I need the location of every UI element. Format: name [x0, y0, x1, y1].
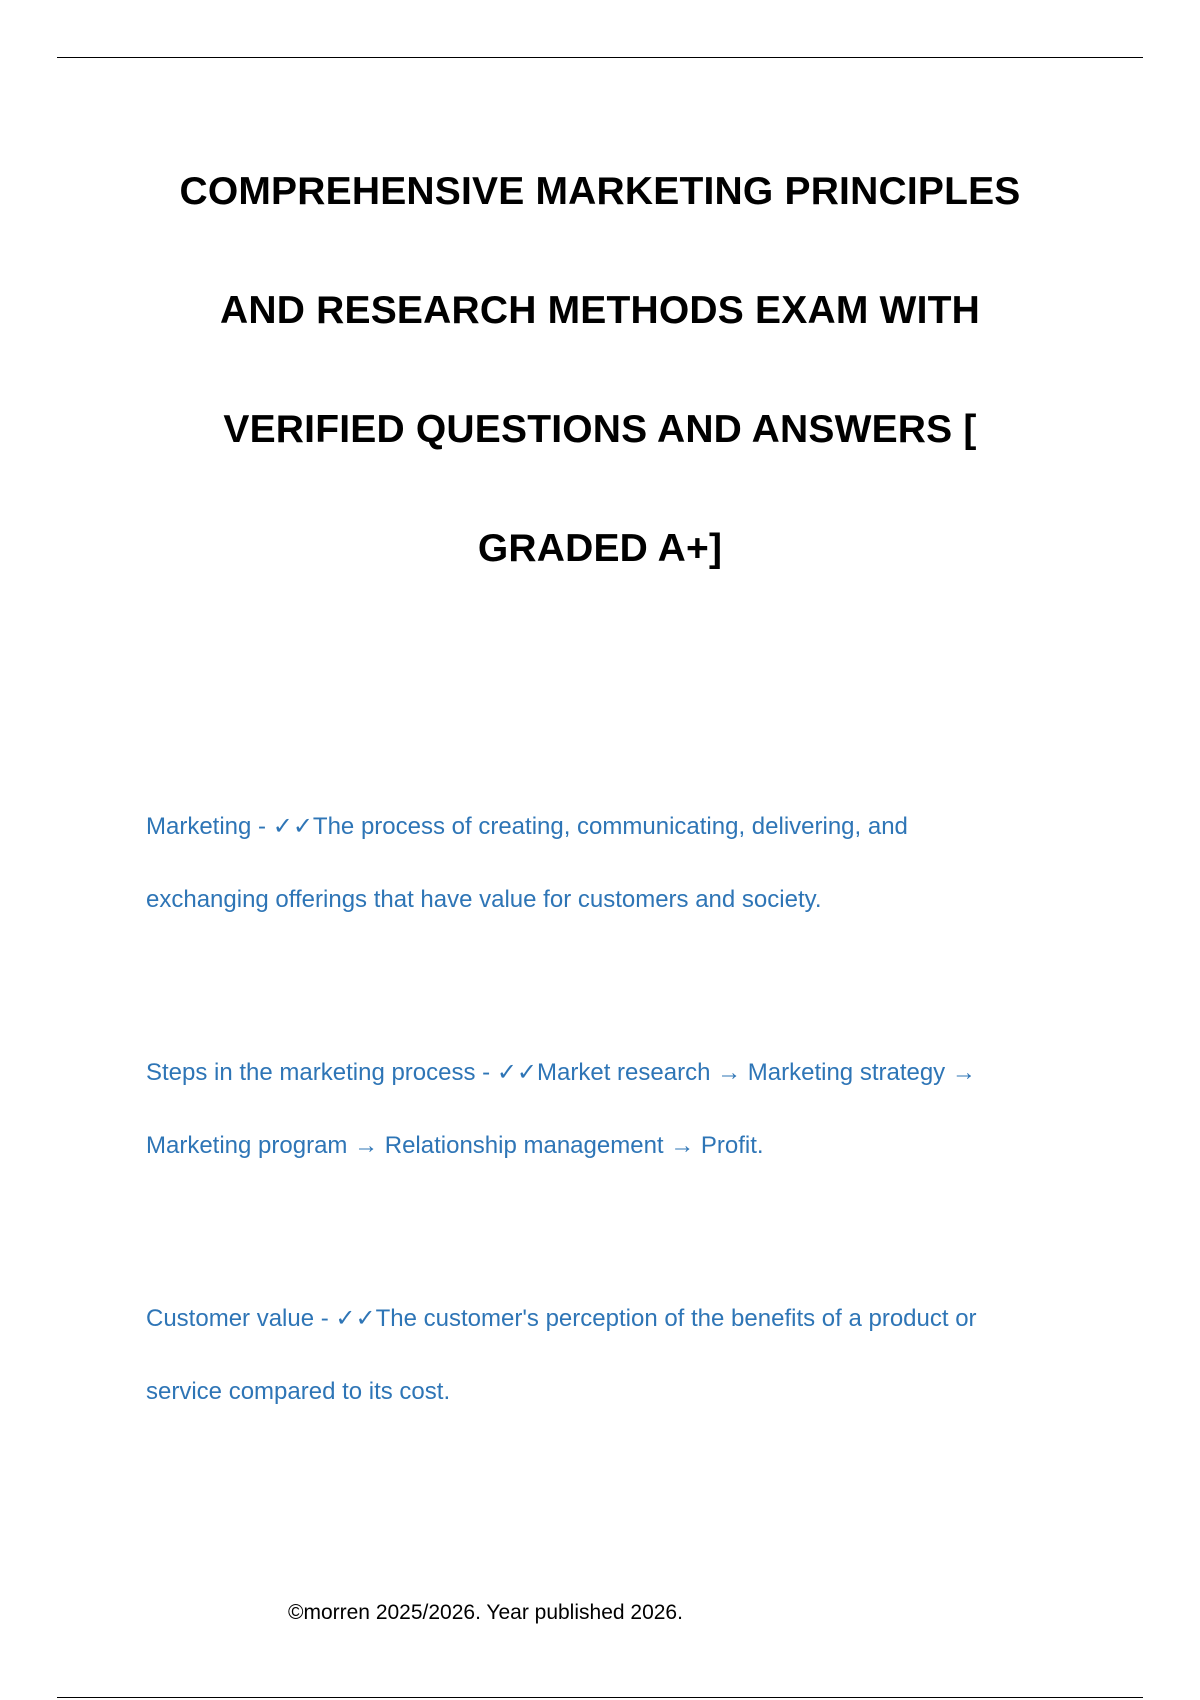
qa-line: Marketing program → Relationship management → Profit.: [146, 1132, 764, 1159]
title-line-3: VERIFIED QUESTIONS AND ANSWERS [: [223, 408, 977, 451]
qa-item-marketing: [146, 790, 1066, 936]
top-rule: [57, 57, 1143, 58]
document-title: [0, 132, 1200, 608]
bottom-rule: [57, 1697, 1143, 1698]
copyright-footer: ©morren 2025/2026. Year published 2026.: [288, 1601, 683, 1624]
title-line-4: GRADED A+]: [477, 527, 723, 570]
title-line-1: COMPREHENSIVE MARKETING PRINCIPLES: [179, 170, 1021, 213]
title-line-2: AND RESEARCH METHODS EXAM WITH: [219, 289, 980, 332]
qa-line: Steps in the marketing process - ✓✓Market research → Marketing strategy →: [146, 1059, 976, 1086]
qa-line: Marketing - ✓✓The process of creating, communicating, delivering, and: [146, 813, 908, 840]
qa-line: service compared to its cost.: [146, 1378, 451, 1405]
qa-line: Customer value - ✓✓The customer's perception of the benefits of a product or: [146, 1305, 977, 1332]
qa-line: exchanging offerings that have value for customers and society.: [146, 886, 822, 913]
qa-item-marketing-process: [146, 1036, 1066, 1182]
qa-item-customer-value: [146, 1282, 1066, 1428]
